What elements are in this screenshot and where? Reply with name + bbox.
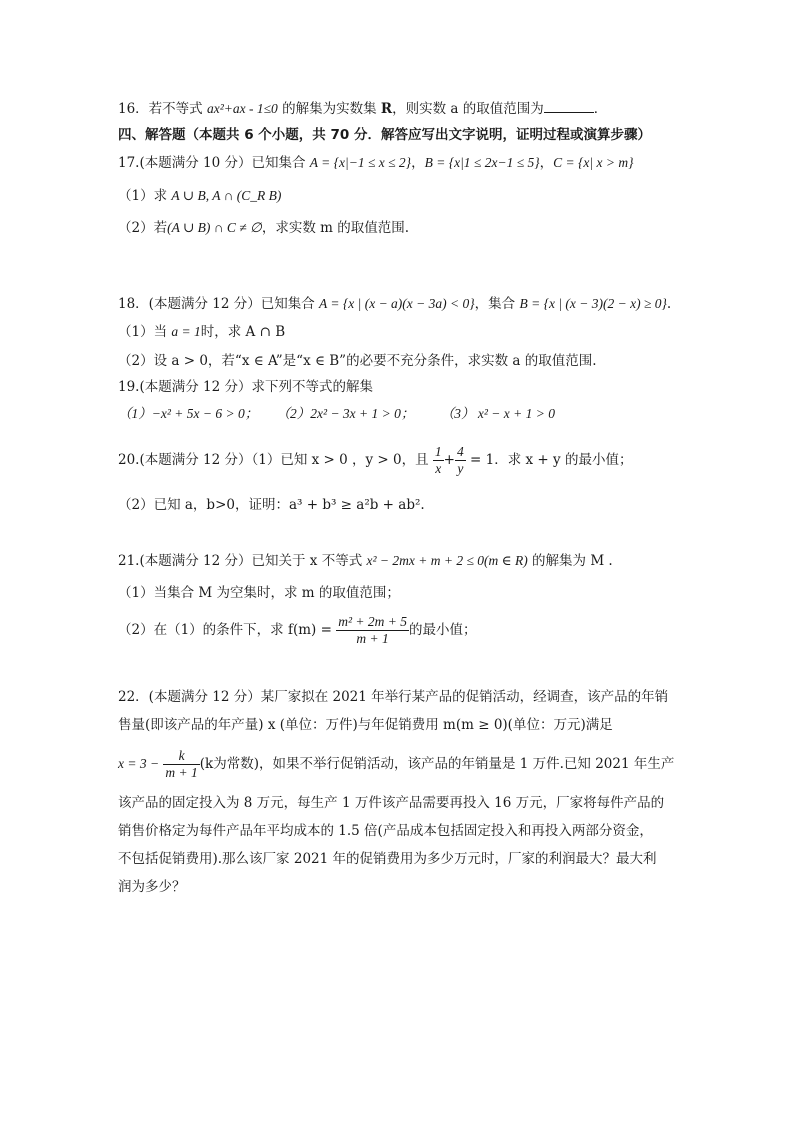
- answer-blank[interactable]: [544, 98, 594, 113]
- section-4-title: 四、解答题（本题共 6 个小题，共 70 分．解答应写出文字说明，证明过程或演算步骤）: [118, 127, 651, 143]
- question-20-part-2: （2）已知 a，b>0，证明：a³ + b³ ≥ a²b + ab².: [118, 497, 425, 513]
- question-17-part-1: （1）求 A ∪ B, A ∩ (C_R B): [118, 188, 282, 204]
- question-18-part-1: （1）当 a = 1时，求 A ∩ B: [118, 324, 286, 340]
- question-21-part-1: （1）当集合 M 为空集时，求 m 的取值范围；: [118, 585, 400, 601]
- question-22-line-5: 销售价格定为每件产品年平均成本的 1.5 倍(产品成本包括固定投入和再投入两部分资金，: [118, 823, 653, 839]
- question-17-stem: 17.(本题满分 10 分）已知集合 A = {x|−1 ≤ x ≤ 2}，B = {x|1 ≤ 2x−1 ≤ 5}，C = {x| x > m}: [118, 155, 634, 171]
- question-22-line-3: x = 3 − $\frac{k}{m + 1}$ (k为常数)，如果不举行促销活动，该产品的年销量是 1 万件.已知 2021 年生产: [118, 748, 675, 780]
- question-21-stem: 21.(本题满分 12 分）已知关于 x 不等式 x² − 2mx + m + 2 ≤ 0(m ∈ R) 的解集为 M .: [118, 553, 613, 569]
- question-20-stem: 20.(本题满分 12 分）（1）已知 x > 0 ，y > 0，且 $\frac{1}{x}$ + $\frac{4}{y}$ = 1．求 x + y 的最小值；: [118, 444, 633, 476]
- question-22-line-4: 该产品的固定投入为 8 万元，每生产 1 万件该产品需要再投入 16 万元，厂家将每件产品的: [118, 795, 665, 811]
- question-22-line-7: 润为多少？: [118, 879, 186, 895]
- question-19-parts: （1）−x² + 5x − 6 > 0； （2）2x² − 3x + 1 > 0； （3） x² − x + 1 > 0: [118, 406, 555, 421]
- question-22-line-2: 售量(即该产品的年产量) x (单位：万件)与年促销费用 m(m ≥ 0)(单位：万元)满足: [118, 717, 613, 733]
- question-22-line-1: 22．(本题满分 12 分）某厂家拟在 2021 年举行某产品的促销活动，经调查，该产品的年销: [118, 689, 669, 705]
- question-21-part-2: （2）在（1）的条件下，求 f(m) = $\frac{\text{m² + 2m + 5}}{m + 1}$ 的最小值；: [118, 614, 477, 646]
- fraction-fm: $\frac{\text{m² + 2m + 5}}{m + 1}$: [338, 614, 407, 646]
- fraction-k-over-m1: $\frac{k}{m + 1}$: [165, 748, 198, 780]
- fraction-4-over-y: $\frac{4}{y}$: [456, 444, 464, 476]
- question-16: 16．若不等式 ax²+ax - 1≤0 的解集为实数集 R，则实数 a 的取值范围为 ．: [118, 98, 688, 120]
- question-19-stem: 19.(本题满分 12 分）求下列不等式的解集: [118, 379, 373, 395]
- question-17-part-2: （2）若(A ∪ B) ∩ C ≠ ∅，求实数 m 的取值范围.: [118, 220, 410, 236]
- fraction-1-over-x: $\frac{1}{x}$: [434, 444, 442, 476]
- question-18-stem: 18．(本题满分 12 分）已知集合 A = {x | (x − a)(x − 3a) < 0}，集合 B = {x | (x − 3)(2 − x) ≥ 0}.: [118, 296, 672, 312]
- question-18-part-2: （2）设 a > 0，若“x ∈ A”是“x ∈ B”的必要不充分条件，求实数 a 的取值范围.: [118, 353, 597, 369]
- question-22-line-6: 不包括促销费用).那么该厂家 2021 年的促销费用为多少万元时，厂家的利润最大？最大利: [118, 851, 657, 867]
